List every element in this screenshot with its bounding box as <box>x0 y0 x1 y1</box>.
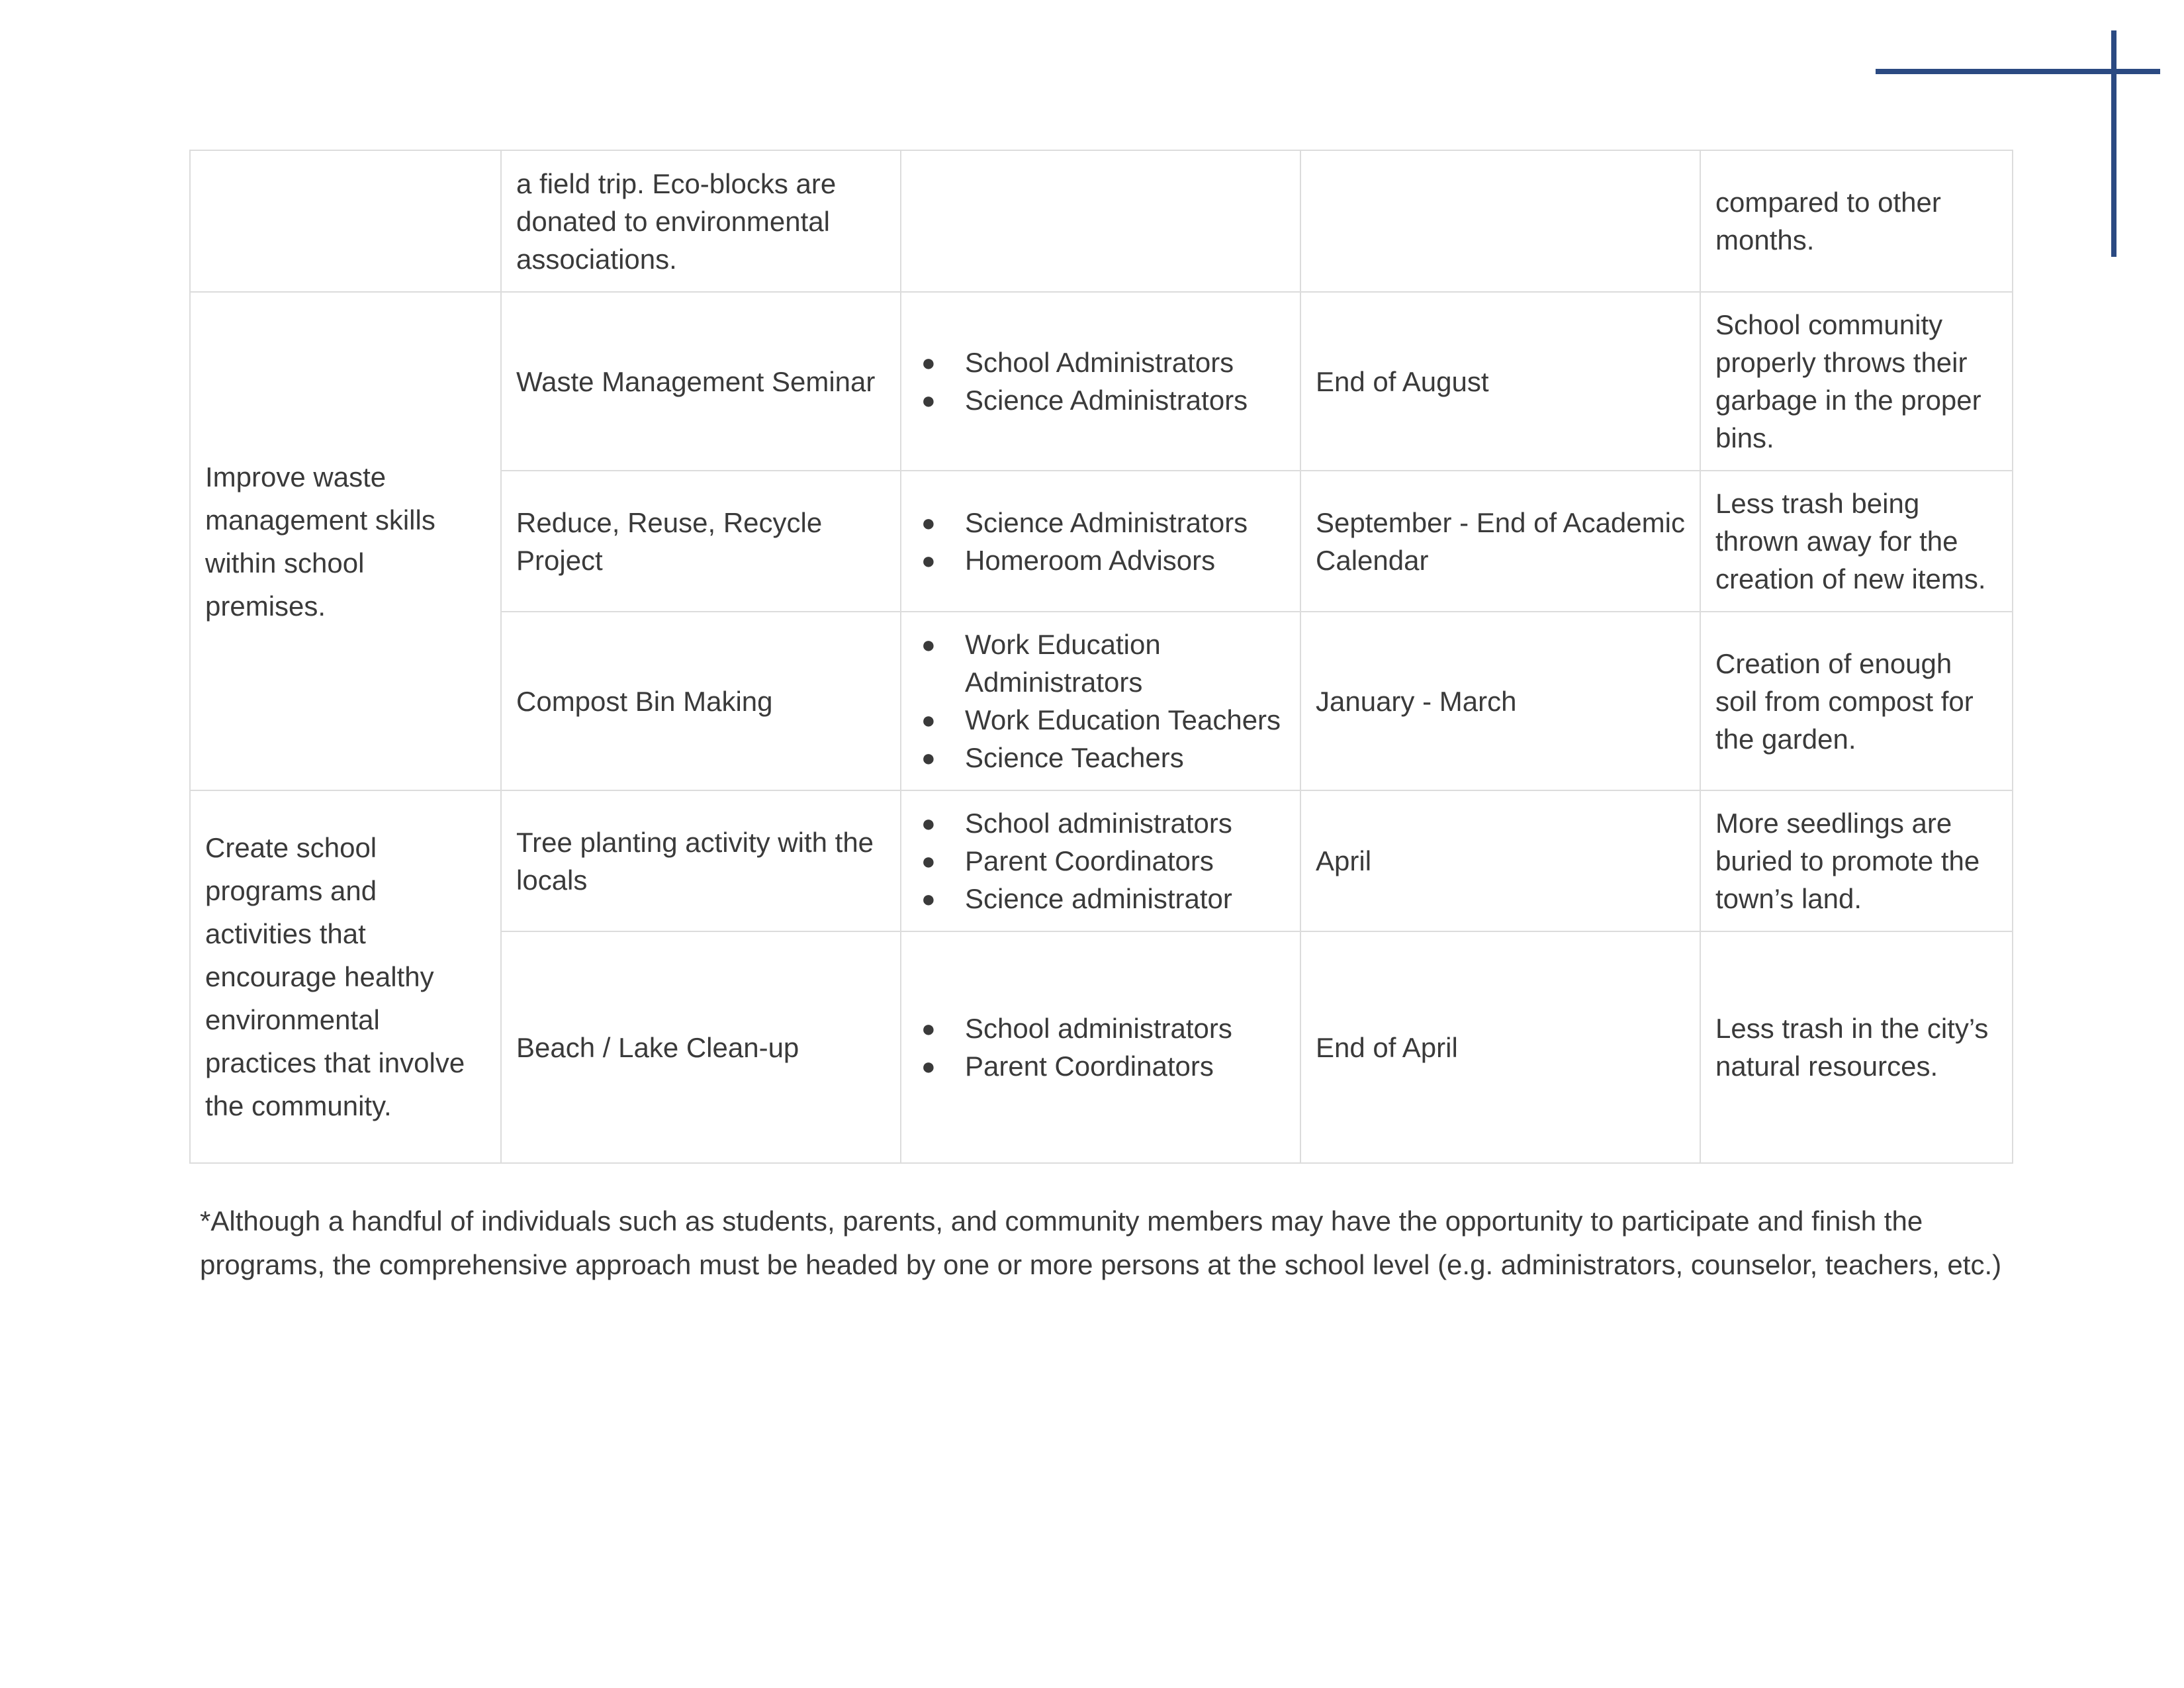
table-row <box>190 790 2013 931</box>
timeframe-cell: January - March <box>1300 612 1700 790</box>
timeframe-cell: April <box>1300 790 1700 931</box>
objective-cell: Improve waste management skills within school premises. <box>190 292 501 790</box>
corner-crop-mark-horizontal <box>1876 69 2160 74</box>
outcome-cell: Creation of enough soil from compost for the garden. <box>1700 612 2013 790</box>
list-item: ● Science administrator <box>916 880 1285 917</box>
persons-list <box>916 804 1285 917</box>
bullet-icon: ● <box>921 1015 936 1042</box>
list-item: ● School Administrators <box>916 344 1285 381</box>
action-plan-table <box>189 150 2013 1164</box>
activity-cell: Compost Bin Making <box>501 612 901 790</box>
activity-cell: Reduce, Reuse, Recycle Project <box>501 471 901 612</box>
bullet-icon: ● <box>921 387 936 414</box>
timeframe-cell: September - End of Academic Calendar <box>1300 471 1700 612</box>
activity-cell: Beach / Lake Clean-up <box>501 931 901 1163</box>
outcome-cell: compared to other months. <box>1700 150 2013 292</box>
corner-crop-mark-vertical <box>2111 30 2116 257</box>
list-item: ● Work Education Teachers <box>916 701 1285 739</box>
table-row <box>190 150 2013 292</box>
persons-cell <box>901 471 1300 612</box>
list-item: ● Science Administrators <box>916 504 1285 541</box>
list-item: ● Work Education Administrators <box>916 626 1285 701</box>
bullet-icon: ● <box>921 885 936 912</box>
activity-cell: Waste Management Seminar <box>501 292 901 471</box>
list-item: ● Parent Coordinators <box>916 842 1285 880</box>
persons-list <box>916 504 1285 579</box>
persons-list <box>916 1009 1285 1085</box>
list-item: ● Parent Coordinators <box>916 1047 1285 1085</box>
bullet-icon: ● <box>921 631 936 658</box>
bullet-icon: ● <box>921 546 936 574</box>
persons-list <box>916 626 1285 776</box>
outcome-cell: Less trash being thrown away for the creation of new items. <box>1700 471 2013 612</box>
list-item: ● School administrators <box>916 804 1285 842</box>
persons-cell <box>901 150 1300 292</box>
list-item: ● Science Administrators <box>916 381 1285 419</box>
persons-cell <box>901 612 1300 790</box>
bullet-icon: ● <box>921 508 936 536</box>
table-row <box>190 292 2013 471</box>
outcome-cell: More seedlings are buried to promote the town’s land. <box>1700 790 2013 931</box>
persons-list <box>916 344 1285 419</box>
outcome-cell: Less trash in the city’s natural resources. <box>1700 931 2013 1163</box>
list-item: ● Science Teachers <box>916 739 1285 776</box>
bullet-icon: ● <box>921 744 936 771</box>
bullet-icon: ● <box>921 810 936 837</box>
persons-cell <box>901 931 1300 1163</box>
activity-cell: Tree planting activity with the locals <box>501 790 901 931</box>
timeframe-cell <box>1300 150 1700 292</box>
objective-cell <box>190 150 501 292</box>
footnote: *Although a handful of individuals such as students, parents, and community members may have the opportunity to participate and finish the programs, the comprehensive approach must be headed by one or more persons at the school level (e.g. administrators, counselor, teachers, etc.) <box>200 1205 2002 1280</box>
bullet-icon: ● <box>921 349 936 376</box>
timeframe-cell: End of April <box>1300 931 1700 1163</box>
list-item: ● School administrators <box>916 1009 1285 1047</box>
bullet-icon: ● <box>921 847 936 874</box>
activity-cell: a field trip. Eco-blocks are donated to environmental associations. <box>501 150 901 292</box>
persons-cell <box>901 790 1300 931</box>
list-item: ● Homeroom Advisors <box>916 541 1285 579</box>
bullet-icon: ● <box>921 706 936 733</box>
timeframe-cell: End of August <box>1300 292 1700 471</box>
bullet-icon: ● <box>921 1053 936 1080</box>
outcome-cell: School community properly throws their garbage in the proper bins. <box>1700 292 2013 471</box>
persons-cell <box>901 292 1300 471</box>
objective-cell: Create school programs and activities that encourage healthy environmental practices that involve the community. <box>190 790 501 1163</box>
